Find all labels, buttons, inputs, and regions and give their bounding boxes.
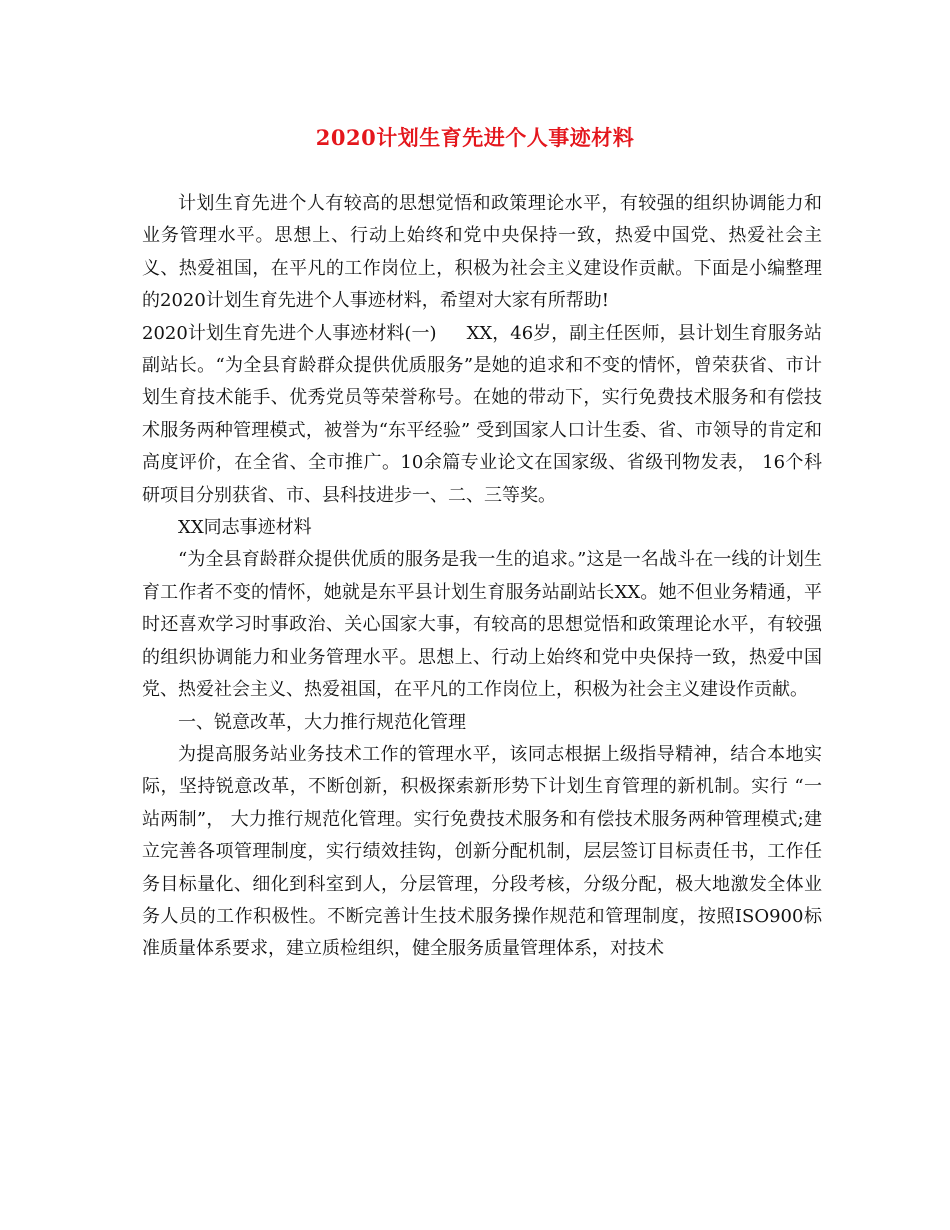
document-title: 2020计划生育先进个人事迹材料 <box>315 125 635 150</box>
quote-paragraph: “为全县育龄群众提供优质的服务是我一生的追求。”这是一名战斗在一线的计划生育工作者不变的情怀，她就是东平县计划生育服务站副站长XX。她不但业务精通，平时还喜欢学习时事政治、关心国家大事，有较高的思想觉悟和政策理论水平，有较强的组织协调能力和业务管理水平。思想上、行动上始终和党中央保持一致，热爱中国党、热爱社会主义、热爱祖国，在平凡的工作岗位上，积极为社会主义建设作贡献。 <box>142 549 822 701</box>
reform-paragraph: 为提高服务站业务技术工作的管理水平，该同志根据上级指导精神，结合本地实际，坚持锐意改革，不断创新，积极探索新形势下计划生育管理的新机制。实行 “一站两制”， 大力推行规范化管理。实行免费技术服务和有偿技术服务两种管理模式;建立完善各项管理制度，实行绩效挂钩，创新分配机制，层层签订目标责任书，工作任务目标量化、细化到科室到人，分层管理，分段考核，分级分配，极大地激发全体业务人员的工作积极性。不断完善计生技术服务操作规范和管理制度，按照ISO900标准质量体系要求，建立质检组织，健全服务质量管理体系，对技术 <box>142 743 822 960</box>
section-one-text: XX，46岁，副主任医师，县计划生育服务站副站长。“为全县育龄群众提供优质服务”是她的追求和不变的情怀，曾荣获省、市计划生育技术能手、优秀党员等荣誉称号。在她的带动下，实行免费技术服务和有偿技术服务两种管理模式，被誉为“东平经验” 受到国家人口计生委、省、市领导的肯定和高度评价，在全省、全市推广。10余篇专业论文在国家级、省级刊物发表， 16个科研项目分别获省、市、县科技进步一、二、三等奖。 <box>142 322 822 506</box>
section-one-heading: 2020计划生育先进个人事迹材料(一) <box>142 322 437 344</box>
section-heading-reform: 一、锐意改革，大力推行规范化管理 <box>178 711 466 733</box>
section-one-paragraph <box>142 318 822 512</box>
document-body <box>142 188 822 966</box>
intro-paragraph: 计划生育先进个人有较高的思想觉悟和政策理论水平，有较强的组织协调能力和业务管理水平。思想上、行动上始终和党中央保持一致，热爱中国党、热爱社会主义、热爱祖国，在平凡的工作岗位上，积极为社会主义建设作贡献。下面是小编整理的2020计划生育先进个人事迹材料，希望对大家有所帮助! <box>142 193 822 312</box>
subheading: XX同志事迹材料 <box>178 517 312 539</box>
